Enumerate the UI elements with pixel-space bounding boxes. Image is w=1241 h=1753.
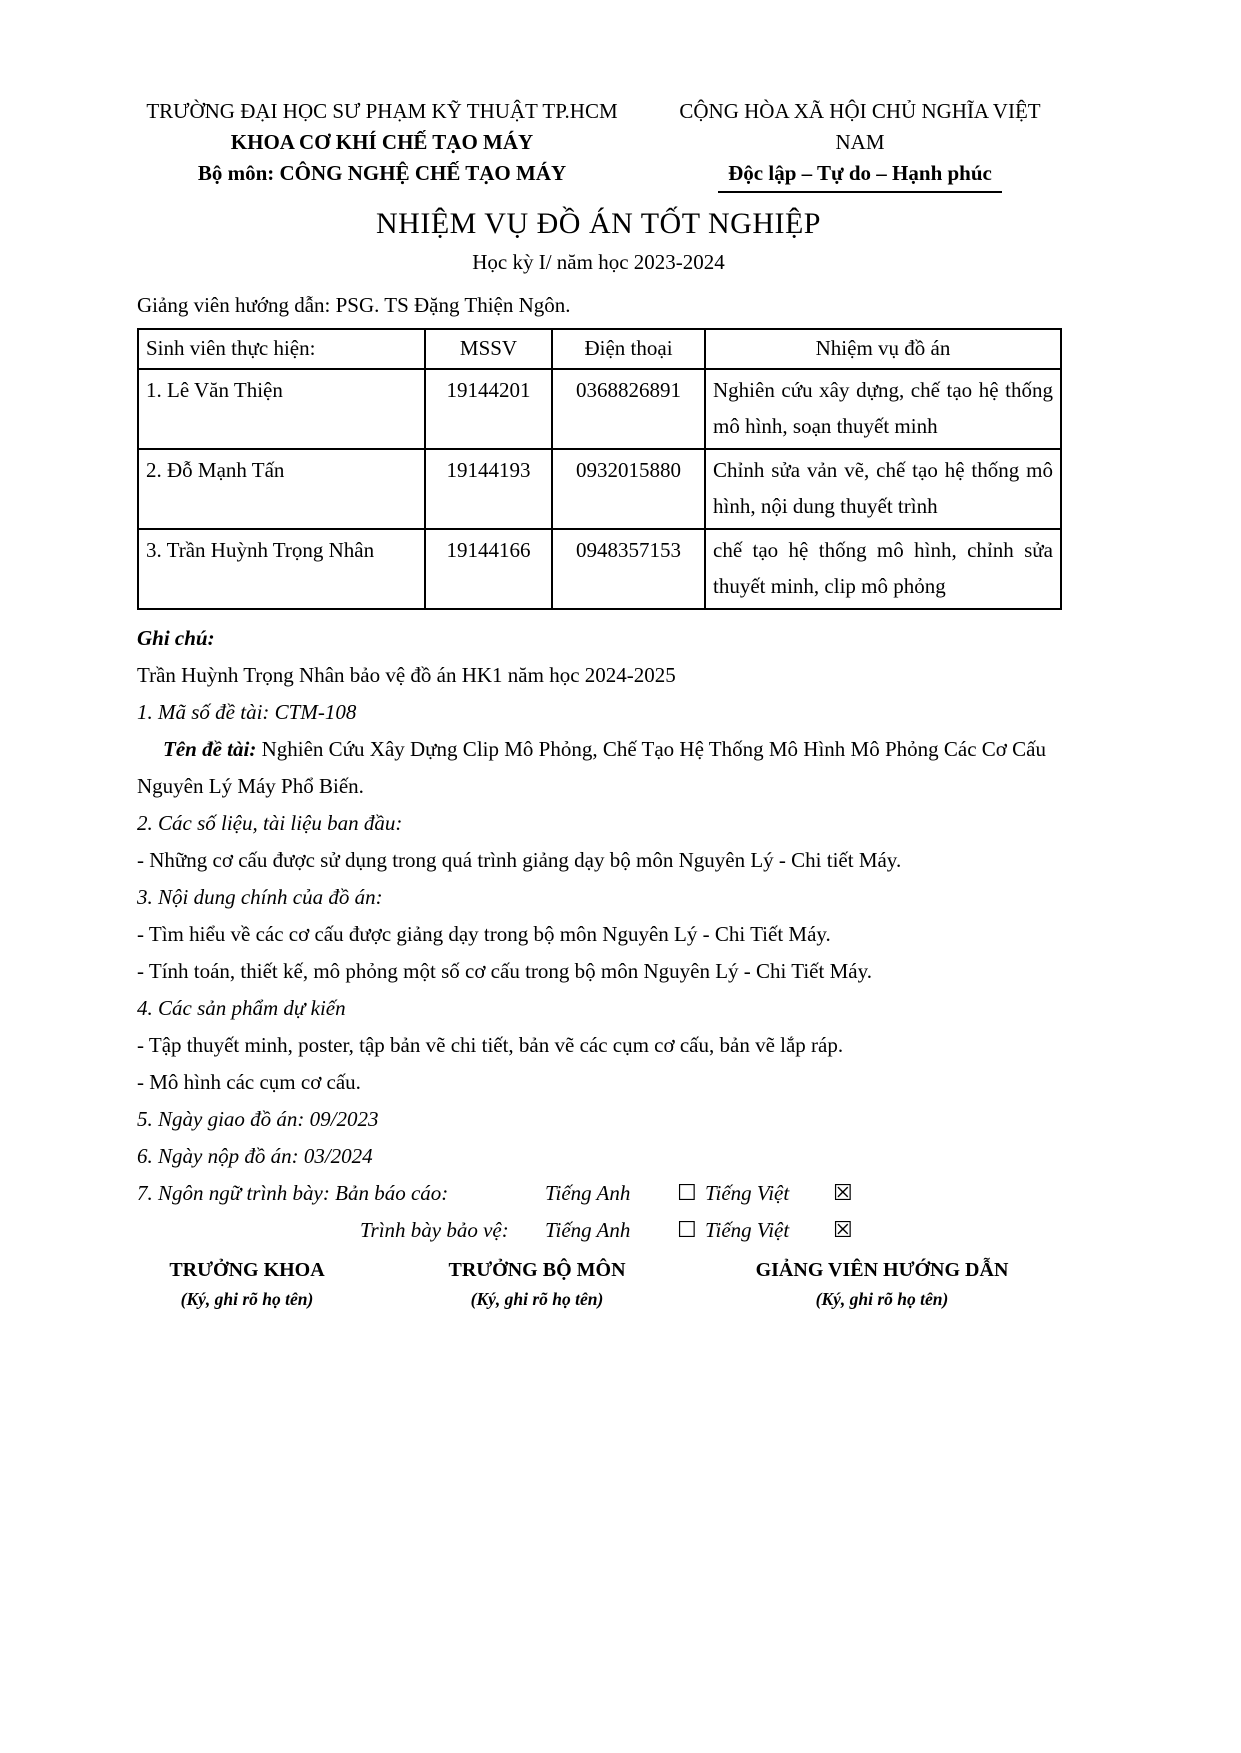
section-4-line-1: - Tập thuyết minh, poster, tập bản vẽ chi tiết, bản vẽ các cụm cơ cấu, bản vẽ lắp ráp. <box>137 1033 844 1057</box>
document-content <box>137 96 1060 1345</box>
student-mssv: 19144193 <box>425 449 552 529</box>
section-5-heading: 5. Ngày giao đồ án: 09/2023 <box>137 1107 379 1131</box>
department-head-sign-note: (Ký, ghi rõ họ tên) <box>470 1289 604 1309</box>
section-1-heading: 1. Mã số đề tài: CTM-108 <box>137 700 357 724</box>
topic-paragraph <box>137 731 1060 805</box>
document-header <box>137 96 1060 193</box>
student-name: 3. Trần Huỳnh Trọng Nhân <box>138 529 425 609</box>
student-mssv: 19144166 <box>425 529 552 609</box>
section-2-heading: 2. Các số liệu, tài liệu ban đầu: <box>137 811 403 835</box>
defense-english-label: Tiếng Anh <box>545 1218 631 1242</box>
section-2-line-1: - Những cơ cấu được sử dụng trong quá trình giảng dạy bộ môn Nguyên Lý - Chi tiết Máy. <box>137 848 902 872</box>
school-name: TRƯỜNG ĐẠI HỌC SƯ PHẠM KỸ THUẬT TP.HCM <box>146 99 618 123</box>
section-4-line-2: - Mô hình các cụm cơ cấu. <box>137 1070 361 1094</box>
checkbox-defense-english[interactable]: ☐ <box>677 1218 697 1243</box>
document-body <box>137 620 1060 1345</box>
header-left-block <box>137 96 627 193</box>
section-3-line-1: - Tìm hiểu về các cơ cấu được giảng dạy trong bộ môn Nguyên Lý - Chi Tiết Máy. <box>137 922 831 946</box>
topic-text: Nghiên Cứu Xây Dựng Clip Mô Phỏng, Chế Tạo Hệ Thống Mô Hình Mô Phỏng Các Cơ Cấu Nguyên Lý Máy Phổ Biến. <box>137 737 1046 798</box>
notes-text: Trần Huỳnh Trọng Nhân bảo vệ đồ án HK1 năm học 2024-2025 <box>137 663 676 687</box>
signature-dean <box>137 1255 357 1313</box>
signature-section <box>137 1255 1060 1345</box>
student-task: Chỉnh sửa vản vẽ, chế tạo hệ thống mô hình, nội dung thuyết trình <box>705 449 1061 529</box>
student-task: chế tạo hệ thống mô hình, chỉnh sửa thuyết minh, clip mô phỏng <box>705 529 1061 609</box>
table-row <box>138 529 1061 609</box>
checkbox-defense-vietnamese[interactable]: ☒ <box>833 1218 853 1243</box>
advisor-line: Giảng viên hướng dẫn: PSG. TS Đặng Thiện Ngôn. <box>137 293 571 317</box>
defense-vietnamese-label: Tiếng Việt <box>705 1218 790 1242</box>
topic-label: Tên đề tài: <box>163 737 257 761</box>
student-mssv: 19144201 <box>425 369 552 449</box>
column-header-students: Sinh viên thực hiện: <box>138 329 425 369</box>
dean-sign-note: (Ký, ghi rõ họ tên) <box>180 1289 314 1309</box>
student-phone: 0948357153 <box>552 529 705 609</box>
section-3-heading: 3. Nội dung chính của đồ án: <box>137 885 383 909</box>
document-title: NHIỆM VỤ ĐỒ ÁN TỐT NGHIỆP <box>376 207 821 240</box>
students-table <box>137 328 1062 610</box>
faculty-name: KHOA CƠ KHÍ CHẾ TẠO MÁY <box>230 130 534 154</box>
report-english-label: Tiếng Anh <box>545 1181 631 1205</box>
table-row <box>138 369 1061 449</box>
column-header-mssv: MSSV <box>425 329 552 369</box>
notes-label: Ghi chú: <box>137 626 215 650</box>
table-row <box>138 449 1061 529</box>
department-name: Bộ môn: CÔNG NGHỆ CHẾ TẠO MÁY <box>197 161 567 185</box>
table-header-row <box>138 329 1061 369</box>
department-head-title: TRƯỞNG BỘ MÔN <box>448 1259 626 1281</box>
student-name: 2. Đỗ Mạnh Tấn <box>138 449 425 529</box>
advisor-title: GIẢNG VIÊN HƯỚNG DẪN <box>755 1259 1009 1281</box>
student-name: 1. Lê Văn Thiện <box>138 369 425 449</box>
section-6-heading: 6. Ngày nộp đồ án: 03/2024 <box>137 1144 373 1168</box>
column-header-task: Nhiệm vụ đồ án <box>705 329 1061 369</box>
defense-label: Trình bày bảo vệ: <box>360 1218 509 1242</box>
language-row-report <box>137 1175 1060 1212</box>
section-4-heading: 4. Các sản phẩm dự kiến <box>137 996 346 1020</box>
semester-line: Học kỳ I/ năm học 2023-2024 <box>472 250 725 274</box>
national-motto-line2: Độc lập – Tự do – Hạnh phúc <box>718 158 1002 193</box>
section-3-line-2: - Tính toán, thiết kế, mô phỏng một số cơ cấu trong bộ môn Nguyên Lý - Chi Tiết Máy. <box>137 959 872 983</box>
national-motto-line1: CỘNG HÒA XÃ HỘI CHỦ NGHĨA VIỆT NAM <box>679 99 1041 154</box>
report-vietnamese-label: Tiếng Việt <box>705 1181 790 1205</box>
section-7-heading: 7. Ngôn ngữ trình bày: Bản báo cáo: <box>137 1181 449 1205</box>
signature-department-head <box>427 1255 647 1313</box>
student-phone: 0368826891 <box>552 369 705 449</box>
checkbox-report-vietnamese[interactable]: ☒ <box>833 1181 853 1206</box>
signature-advisor <box>737 1255 1027 1313</box>
column-header-phone: Điện thoại <box>552 329 705 369</box>
header-right-block <box>660 96 1060 193</box>
dean-title: TRƯỞNG KHOA <box>169 1259 325 1281</box>
student-task: Nghiên cứu xây dựng, chế tạo hệ thống mô hình, soạn thuyết minh <box>705 369 1061 449</box>
student-phone: 0932015880 <box>552 449 705 529</box>
advisor-sign-note: (Ký, ghi rõ họ tên) <box>815 1289 949 1309</box>
checkbox-report-english[interactable]: ☐ <box>677 1181 697 1206</box>
language-row-defense <box>137 1212 1060 1249</box>
